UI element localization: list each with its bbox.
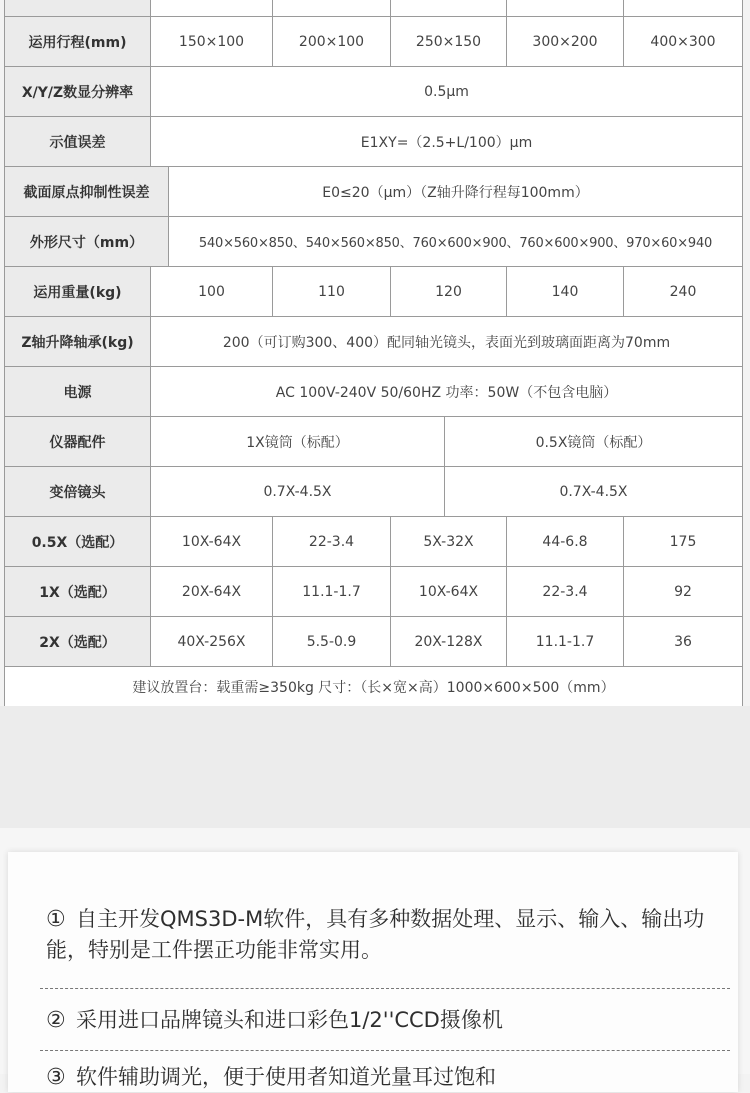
table-row-error (5, 117, 743, 167)
cell: AC 100V-240V 50/60HZ 功率：50W（不包含电脑） (151, 367, 743, 417)
feature-text: 软件辅助调光，便于使用者知道光量耳过饱和 (76, 1065, 496, 1089)
cell: 36 (624, 617, 743, 667)
cell: 100 (151, 267, 273, 317)
spec-table (4, 0, 743, 708)
cell: 200（可订购300、400）配同轴光镜头，表面光到玻璃面距离为70mm (151, 317, 743, 367)
row-label: 示值误差 (5, 117, 151, 167)
table-row-resolution (5, 67, 743, 117)
row-label: Z轴升降轴承(kg) (5, 317, 151, 367)
cell: 240 (624, 267, 743, 317)
table-row-opt05 (5, 517, 743, 567)
row-label: 截面原点抑制性误差 (5, 167, 169, 217)
table-row-opt2 (5, 617, 743, 667)
cell: E0≤20（μm）（Z轴升降行程每100mm） (169, 167, 743, 217)
table-note: 建议放置台：载重需≥350kg 尺寸：（长×宽×高）1000×600×500（mm） (5, 667, 743, 708)
cell: 0.7X-4.5X (445, 467, 743, 517)
row-label: 运用行程(mm) (5, 17, 151, 67)
table-row-top-partial (5, 0, 743, 17)
cell: 140 (507, 267, 624, 317)
cell: E1XY=（2.5+L/100）μm (151, 117, 743, 167)
cell: 110 (273, 267, 391, 317)
table-row-size (5, 217, 743, 267)
cell: 10X-64X (151, 517, 273, 567)
cell: 5X-32X (391, 517, 507, 567)
cell: 540×560×850、540×560×850、760×600×900、760×600×900、970×60×940 (169, 217, 743, 267)
cell: 44-6.8 (507, 517, 624, 567)
table-row-note (5, 667, 743, 708)
feature-number: ① (46, 907, 66, 932)
row-label: 1X（选配） (5, 567, 151, 617)
feature-item-1 (46, 904, 718, 965)
row-label: 仪器配件 (5, 417, 151, 467)
table-row-origin (5, 167, 743, 217)
table-row-accessory (5, 417, 743, 467)
cell: 5.5-0.9 (273, 617, 391, 667)
table-row-opt1 (5, 567, 743, 617)
table-row-zoom (5, 467, 743, 517)
row-label: 2X（选配） (5, 617, 151, 667)
feature-item-3 (46, 1062, 496, 1093)
row-label: X/Y/Z数显分辨率 (5, 67, 151, 117)
cell: 10X-64X (391, 567, 507, 617)
dashed-divider (40, 1050, 730, 1051)
row-label: 电源 (5, 367, 151, 417)
cell: 40X-256X (151, 617, 273, 667)
cell: 200×100 (273, 17, 391, 67)
feature-number: ③ (46, 1065, 66, 1090)
cell: 20X-128X (391, 617, 507, 667)
row-label: 0.5X（选配） (5, 517, 151, 567)
cell: 22-3.4 (507, 567, 624, 617)
row-label: 外形尺寸（mm） (5, 217, 169, 267)
table-row-zbearing (5, 317, 743, 367)
cell: 300×200 (507, 17, 624, 67)
cell: 11.1-1.7 (507, 617, 624, 667)
cell: 120 (391, 267, 507, 317)
cell: 150×100 (151, 17, 273, 67)
row-label: 变倍镜头 (5, 467, 151, 517)
cell: 22-3.4 (273, 517, 391, 567)
table-row-power (5, 367, 743, 417)
feature-text: 自主开发QMS3D-M软件，具有多种数据处理、显示、输入、输出功能，特别是工件摆正功能非常实用。 (46, 907, 705, 962)
cell: 0.5μm (151, 67, 743, 117)
cell: 1X镜筒（标配） (151, 417, 445, 467)
cell: 11.1-1.7 (273, 567, 391, 617)
feature-number: ② (46, 1008, 66, 1033)
table-row-travel (5, 17, 743, 67)
feature-text: 采用进口品牌镜头和进口彩色1/2''CCD摄像机 (76, 1008, 503, 1032)
feature-item-2 (46, 1005, 503, 1036)
section-gap (0, 706, 750, 828)
cell: 250×150 (391, 17, 507, 67)
dashed-divider (40, 988, 730, 989)
cell: 0.5X镜筒（标配） (445, 417, 743, 467)
cell: 0.7X-4.5X (151, 467, 445, 517)
cell: 400×300 (624, 17, 743, 67)
cell: 92 (624, 567, 743, 617)
table-row-weight (5, 267, 743, 317)
cell: 20X-64X (151, 567, 273, 617)
row-label: 运用重量(kg) (5, 267, 151, 317)
features-card (8, 852, 738, 1092)
cell: 175 (624, 517, 743, 567)
